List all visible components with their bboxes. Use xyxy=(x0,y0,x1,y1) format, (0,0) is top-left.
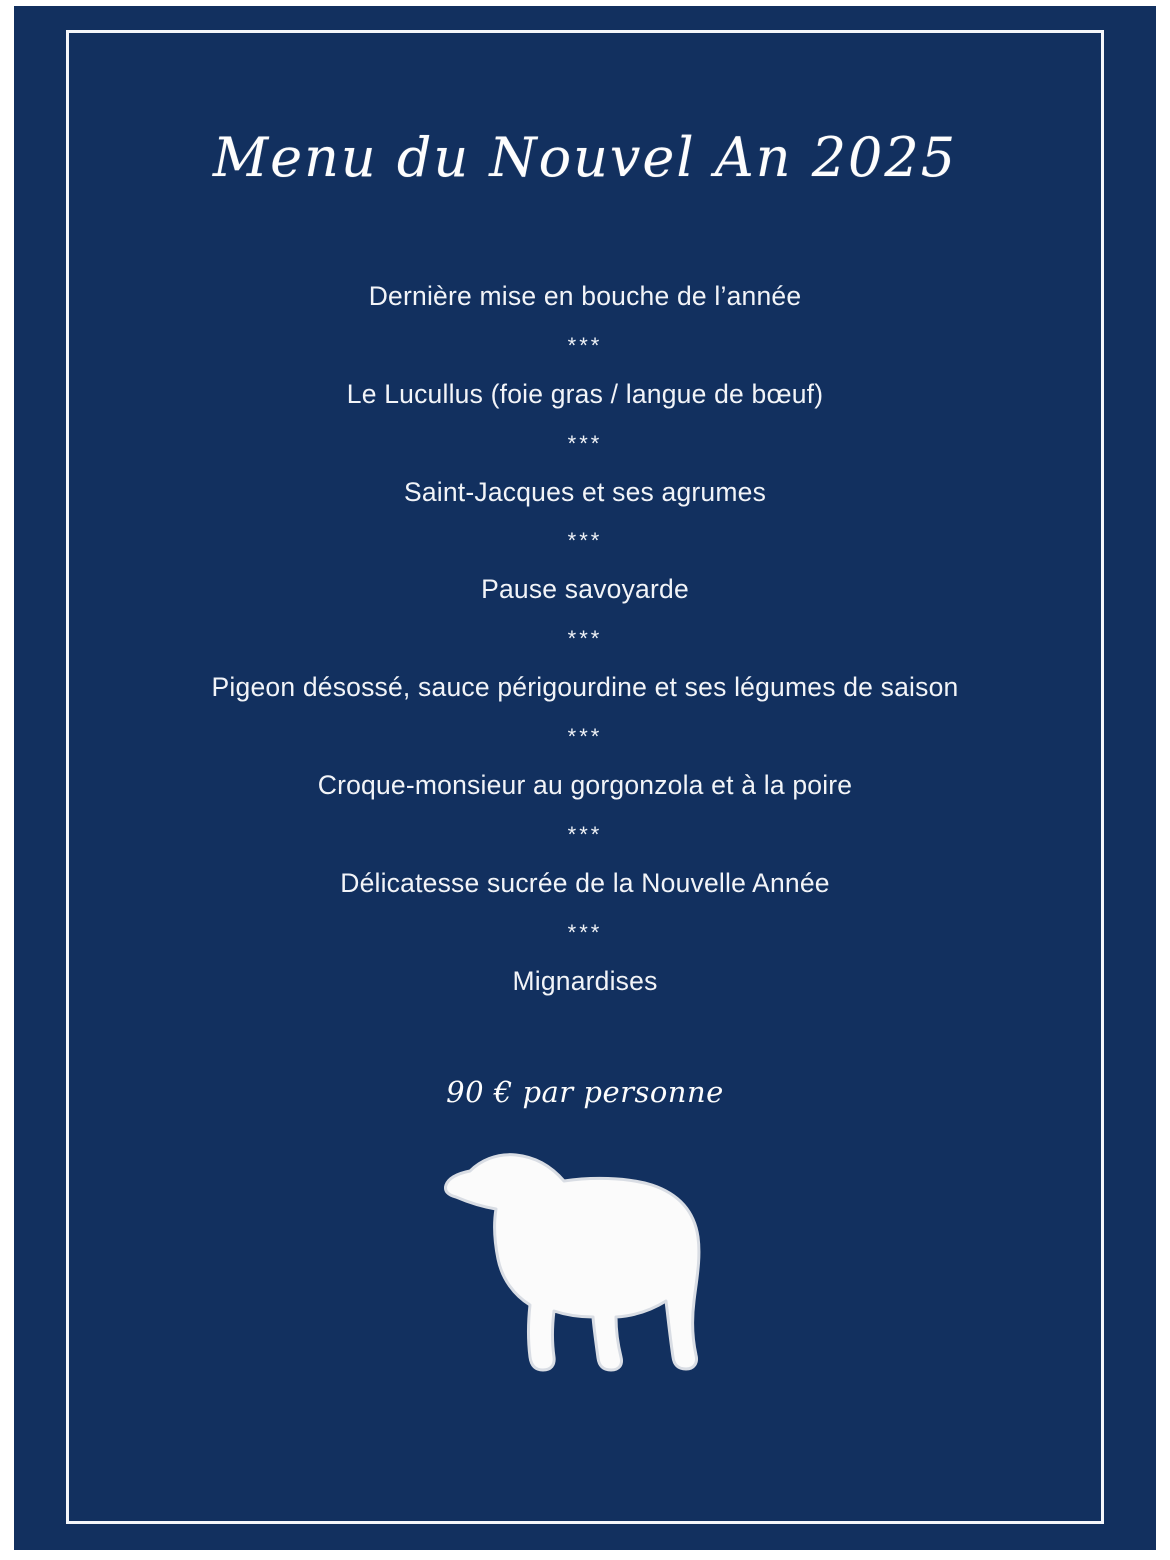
list-item: Pause savoyarde xyxy=(481,574,689,605)
bear-icon xyxy=(440,1151,730,1376)
course-separator: *** xyxy=(567,430,603,456)
course-list xyxy=(74,281,1096,997)
price-text: 90 € par personne xyxy=(446,1075,724,1110)
page-title: Menu du Nouvel An 2025 xyxy=(212,126,958,189)
list-item: Croque-monsieur au gorgonzola et à la poire xyxy=(317,769,853,800)
menu-card xyxy=(14,6,1156,1550)
list-item: Le Lucullus (foie gras / langue de bœuf) xyxy=(346,378,824,409)
menu-content xyxy=(74,38,1096,1516)
course-separator: *** xyxy=(567,919,603,945)
logo xyxy=(74,1151,1096,1376)
list-item: Saint-Jacques et ses agrumes xyxy=(403,476,767,507)
course-separator: *** xyxy=(567,821,603,847)
course-separator: *** xyxy=(567,626,603,652)
course-separator: *** xyxy=(567,723,603,749)
list-item: Pigeon désossé, sauce périgourdine et ses légumes de saison xyxy=(211,672,959,703)
list-item: Mignardises xyxy=(512,965,658,996)
course-separator: *** xyxy=(567,528,603,554)
list-item: Délicatesse sucrée de la Nouvelle Année xyxy=(340,867,830,898)
list-item: Dernière mise en bouche de l’année xyxy=(368,281,802,311)
course-separator: *** xyxy=(567,332,603,358)
